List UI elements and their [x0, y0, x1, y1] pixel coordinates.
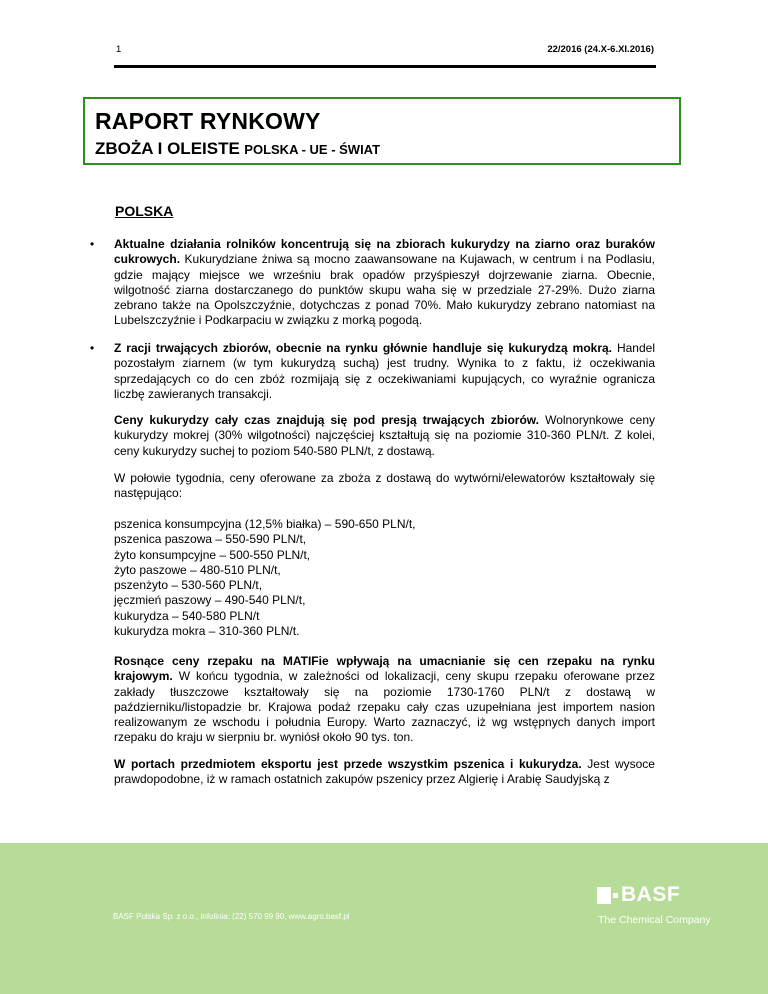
- price-item: kukurydza mokra – 310-360 PLN/t.: [114, 624, 300, 639]
- paragraph-body: Jest wysoce prawdopodobne, iż w ramach ostatnich zakupów pszenicy przez Algierię i Arabię Saudyjską z: [114, 757, 655, 787]
- paragraph-body: Kukurydziane żniwa są mocno zaawansowane na Kujawach, w centrum i na Podlasiu, gdzie mający miejsce we wrześniu brak opadów przyśpieszył dojrzewanie ziarna. Obecnie, wilgotność ziarna dostarczanego do punktów skupu waha się w przedziale 27-29%. Dużo ziarna zebrano także na Opolszczyźnie, dotychczas z ponad 70%. Mało kukurydzy zebrano natomiast na Lubelszczyźnie i Podkarpaciu w związku z morką pogodą.: [114, 252, 655, 328]
- paragraph-lead: Aktualne działania rolników koncentrują się na zbiorach kukurydzy na ziarno oraz buraków cukrowych.: [114, 237, 655, 267]
- paragraph-trade: [114, 341, 655, 402]
- issue-number: 22/2016 (24.X-6.XI.2016): [547, 44, 654, 55]
- price-item: żyto konsumpcyjne – 500-550 PLN/t,: [114, 547, 311, 562]
- paragraph-export: [114, 757, 655, 788]
- report-subtitle: [95, 139, 380, 159]
- price-list: [114, 517, 416, 639]
- footer-band: [0, 843, 768, 994]
- subtitle-main: ZBOŻA I OLEISTE: [95, 139, 240, 158]
- paragraph-corn-prices: [114, 413, 655, 459]
- price-item: jęczmień paszowy – 490-540 PLN/t,: [114, 593, 306, 608]
- basf-squares-icon: [597, 887, 619, 904]
- price-item: pszenica paszowa – 550-590 PLN/t,: [114, 532, 307, 547]
- basf-logo: [597, 883, 711, 931]
- paragraph-rapeseed: [114, 654, 655, 746]
- subtitle-regions: POLSKA - UE - ŚWIAT: [244, 142, 381, 157]
- bullet-marker: •: [90, 237, 95, 251]
- price-item: żyto paszowe – 480-510 PLN/t,: [114, 562, 281, 577]
- paragraph-lead: Z racji trwających zbiorów, obecnie na rynku głównie handluje się kukurydzą mokrą.: [114, 341, 613, 355]
- paragraph-body: W połowie tygodnia, ceny oferowane za zboża z dostawą do wytwórni/elewatorów kształtowały się następująco:: [114, 471, 655, 501]
- title-box: [83, 97, 681, 165]
- paragraph-lead: Ceny kukurydzy cały czas znajdują się pod presją trwających zbiorów.: [114, 413, 540, 427]
- header-rule: [114, 65, 656, 68]
- paragraph-price-intro: [114, 471, 655, 502]
- price-item: kukurydza – 540-580 PLN/t: [114, 608, 260, 623]
- logo-tagline: The Chemical Company: [598, 914, 711, 926]
- report-title: RAPORT RYNKOWY: [95, 108, 321, 134]
- paragraph-lead: W portach przedmiotem eksportu jest przede wszystkim pszenica i kukurydza.: [114, 757, 582, 771]
- paragraph-lead: Rosnące ceny rzepaku na MATIFie wpływają na umacnianie się cen rzepaku na rynku krajowym.: [114, 654, 655, 684]
- page-number: 1: [116, 44, 122, 55]
- paragraph-body: W końcu tygodnia, w zależności od lokalizacji, ceny skupu rzepaku oferowane przez zakłady tłuszczowe kształtowały się na poziomie 1730-1760 PLN/t z dostawą w październiku/listopadzie br. Krajowa podaż rzepaku cały czas uzupełniana jest importem nasion realizowanym ze wschodu i południa Europy. Warto zaznaczyć, iż wg wstępnych danych import rzepaku do kraju w sierpniu br. wyniósł około 90 tys. ton.: [114, 669, 655, 745]
- price-item: pszenica konsumpcyjna (12,5% białka) – 590-650 PLN/t,: [114, 517, 416, 531]
- bullet-marker: •: [90, 341, 95, 355]
- section-heading: POLSKA: [115, 203, 174, 219]
- price-item: pszenżyto – 530-560 PLN/t,: [114, 578, 263, 593]
- footer-contact: BASF Polska Sp. z o.o., infolinia: (22) 570 99 90, www.agro.basf.pl: [113, 912, 350, 921]
- page-header: [116, 44, 654, 60]
- paragraph-body: Handel pozostałym ziarnem (w tym kukurydzą suchą) jest trudny. Wynika to z faktu, iż oczekiwania sprzedających co do cen zbóż rozmijają się z oczekiwaniami kupujących, co wyraźnie ogranicza liczbę zawieranych transakcji.: [114, 341, 655, 401]
- paragraph-harvest: [114, 237, 655, 329]
- logo-wordmark: BASF: [621, 883, 681, 906]
- paragraph-body: Wolnorynkowe ceny kukurydzy mokrej (30% wilgotności) najczęściej kształtują się na poziomie 310-360 PLN/t. Z kolei, ceny kukurydzy suchej to poziom 540-580 PLN/t, z dostawą.: [114, 413, 655, 458]
